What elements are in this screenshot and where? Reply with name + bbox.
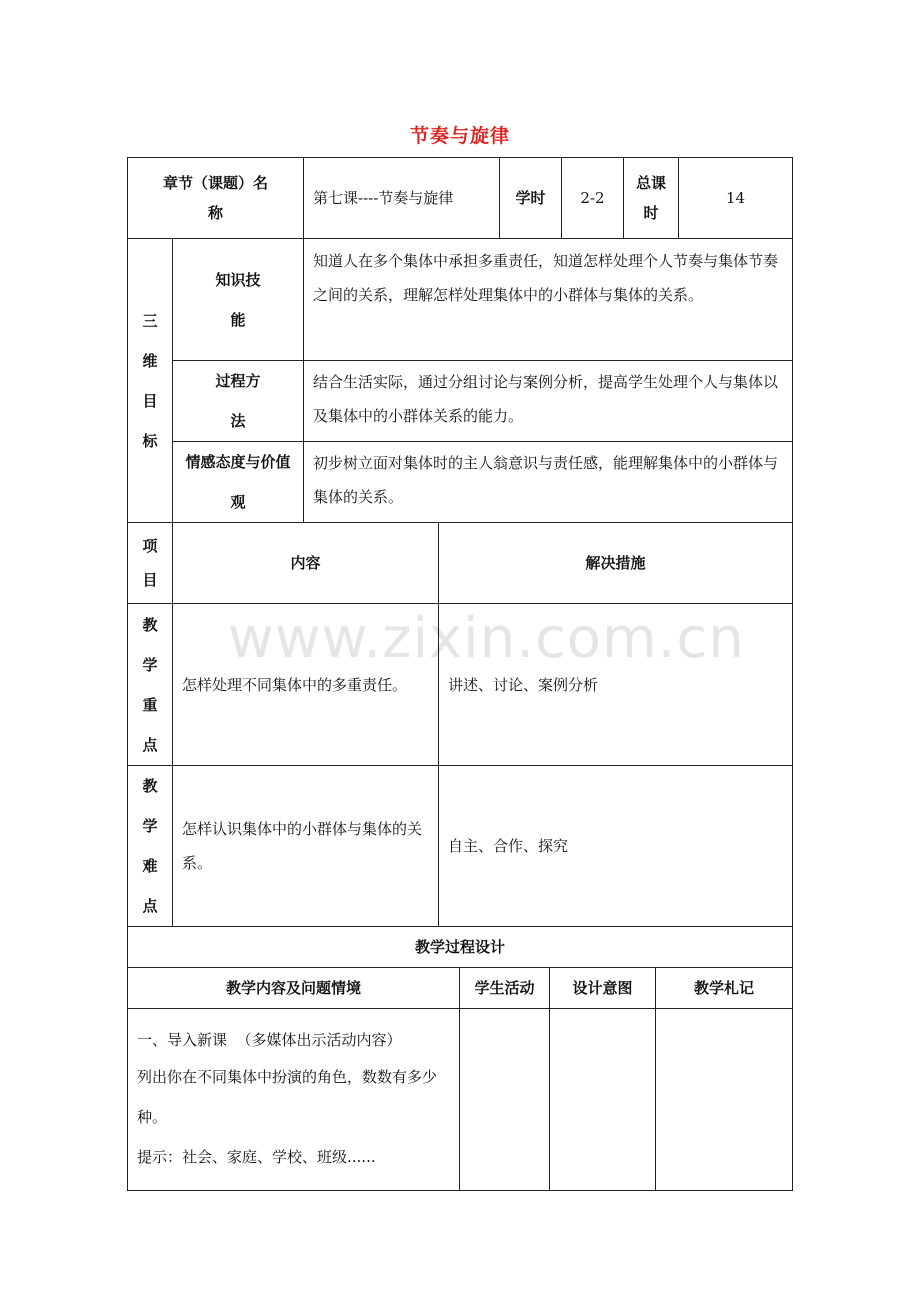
total-label: 总课时 (636, 174, 667, 222)
measure-col-header (438, 522, 793, 604)
key-point-label: 教学重点 (142, 615, 158, 754)
goal-row-3-label-cell (172, 441, 304, 523)
measure-col-label: 解决措施 (585, 554, 646, 572)
difficult-point-measure-cell (438, 765, 793, 927)
goals-label-cell (127, 238, 173, 523)
process-line-1: 一、导入新课 （多媒体出示活动内容） (137, 1031, 402, 1049)
process-title: 教学过程设计 (414, 938, 505, 956)
process-header-intent-label: 设计意图 (572, 979, 633, 997)
goal-row-1-label-cell (172, 238, 304, 361)
goal-row-1-text: 知道人在多个集体中承担多重责任，知道怎样处理个人节奏与集体节奏之间的关系，理解怎样处理集体中的小群体与集体的关系。 (313, 252, 779, 304)
goal-row-1-text-cell (303, 238, 793, 361)
difficult-point-content-cell (172, 765, 439, 927)
chapter-value-cell (303, 157, 500, 239)
hours-label-cell (499, 157, 562, 239)
total-label-cell (623, 157, 679, 239)
item-col-label: 项目 (142, 537, 158, 589)
process-line-2: 列出你在不同集体中扮演的角色，数数有多少种。 (137, 1068, 438, 1126)
process-header-intent (549, 967, 656, 1009)
process-line-3: 提示：社会、家庭、学校、班级...... (137, 1148, 376, 1166)
process-intent-cell (549, 1008, 656, 1191)
hours-value-cell (561, 157, 624, 239)
total-value: 14 (725, 189, 746, 207)
goal-row-3-label: 情感态度与价值观 (185, 453, 291, 511)
chapter-label: 章节（课题）名称 (162, 174, 268, 222)
key-point-label-cell (127, 603, 173, 766)
goal-row-2-label: 过程方法 (215, 372, 261, 430)
difficult-point-label-cell (127, 765, 173, 927)
process-header-activity (459, 967, 550, 1009)
content-col-label: 内容 (290, 554, 321, 572)
process-header-notes (655, 967, 793, 1009)
goal-row-2-text-cell (303, 360, 793, 442)
hours-label: 学时 (515, 189, 546, 207)
key-point-measure: 讲述、讨论、案例分析 (448, 675, 599, 694)
goal-row-2-text: 结合生活实际，通过分组讨论与案例分析，提高学生处理个人与集体以及集体中的小群体关系的能力。 (313, 373, 779, 425)
total-value-cell (678, 157, 793, 239)
key-point-measure-cell (438, 603, 793, 766)
process-header-content (127, 967, 460, 1009)
hours-value: 2-2 (580, 189, 605, 207)
chapter-value: 第七课----节奏与旋律 (313, 189, 454, 207)
process-header-content-label: 教学内容及问题情境 (225, 979, 361, 997)
content-col-header (172, 522, 439, 604)
watermark: www.zixin.com.cn (228, 606, 745, 671)
goal-row-2-label-cell (172, 360, 304, 442)
chapter-label-cell (127, 157, 304, 239)
process-activity-cell (459, 1008, 550, 1191)
process-header-activity-label: 学生活动 (474, 979, 535, 997)
difficult-point-label: 教学难点 (142, 777, 158, 915)
goal-row-3-text-cell (303, 441, 793, 523)
item-col-header (127, 522, 173, 604)
process-content-cell (127, 1008, 460, 1191)
difficult-point-measure: 自主、合作、探究 (448, 837, 569, 855)
goal-row-3-text: 初步树立面对集体时的主人翁意识与责任感，能理解集体中的小群体与集体的关系。 (313, 454, 779, 506)
process-notes-cell (655, 1008, 793, 1191)
key-point-content-cell (172, 603, 439, 766)
document-title: 节奏与旋律 (409, 125, 510, 147)
difficult-point-content: 怎样认识集体中的小群体与集体的关系。 (182, 820, 423, 872)
goals-label: 三维目标 (142, 311, 158, 450)
process-header-notes-label: 教学札记 (693, 979, 754, 997)
goal-row-1-label: 知识技能 (215, 270, 261, 329)
process-title-cell (127, 926, 793, 968)
key-point-content: 怎样处理不同集体中的多重责任。 (182, 675, 408, 694)
